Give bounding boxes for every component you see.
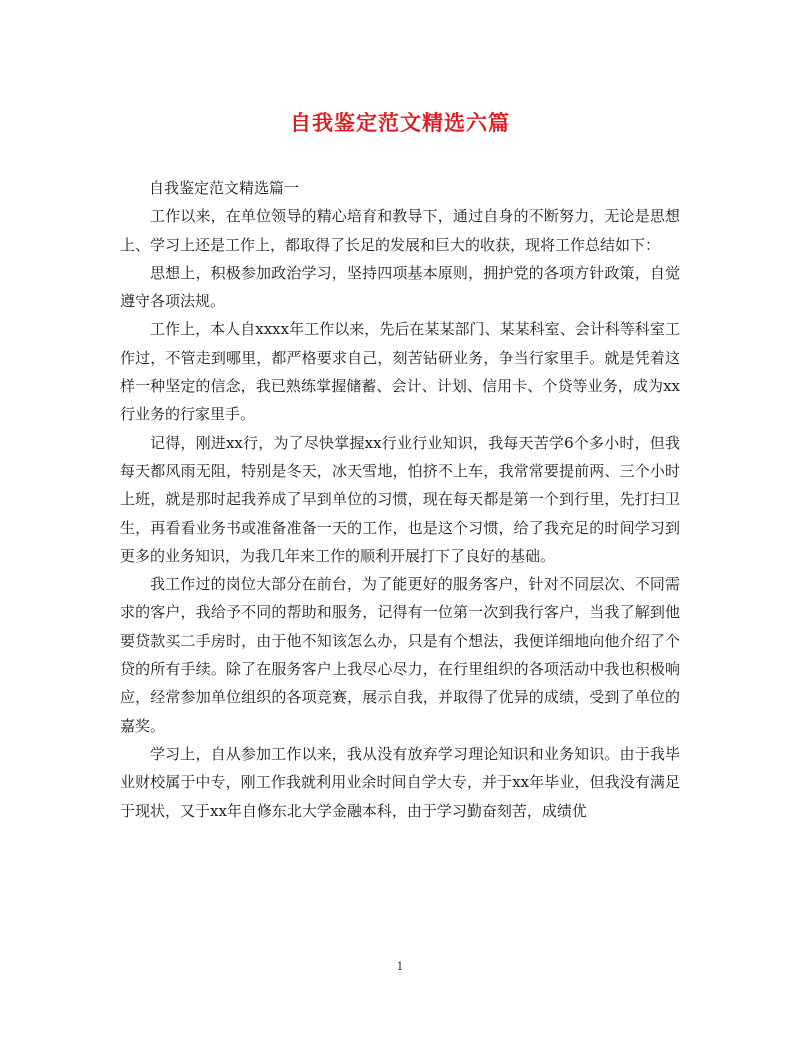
section-subtitle: 自我鉴定范文精选篇一 <box>149 179 300 197</box>
paragraph-study: 学习上，自从参加工作以来，我从没有放弃学习理论知识和业务知识。由于我毕业财校属于中专，刚工作我就利用业余时间自学大专，并于xx年毕业，但我没有满足于现状，又于xx年自修东北大学金融本科，由于学习勤奋刻苦，成绩优 <box>120 744 680 820</box>
paragraph-intro: 工作以来，在单位领导的精心培育和教导下，通过自身的不断努力，无论是思想上、学习上还是工作上，都取得了长足的发展和巨大的收获，现将工作总结如下： <box>120 207 680 254</box>
paragraph-thought: 思想上，积极参加政治学习，坚持四项基本原则，拥护党的各项方针政策，自觉遵守各项法规。 <box>120 263 680 311</box>
paragraph-memory: 记得，刚进xx行，为了尽快掌握xx行业行业知识，我每天苦学6个多小时，但我每天都风雨无阻，特别是冬天，冰天雪地，怕挤不上车，我常常要提前两、三个小时上班，就是那时起我养成了早到单位的习惯，现在每天都是第一个到行里，先打扫卫生，再看看业务书或准备准备一天的工作，也是这个习惯，给了我充足的时间学习到更多的业务知识，为我几年来工作的顺利开展打下了良好的基础。 <box>120 433 680 565</box>
paragraph-service: 我工作过的岗位大部分在前台，为了能更好的服务客户，针对不同层次、不同需求的客户，我给予不同的帮助和服务，记得有一位第一次到我行客户，当我了解到他要贷款买二手房时，由于他不知该怎么办，只是有个想法，我便详细地向他介绍了个贷的所有手续。除了在服务客户上我尽心尽力，在行里组织的各项活动中我也积极响应，经常参加单位组织的各项竞赛，展示自我，并取得了优异的成绩，受到了单位的嘉奖。 <box>120 575 680 735</box>
document-title: 自我鉴定范文精选六篇 <box>290 110 510 135</box>
document-body <box>120 174 680 825</box>
paragraph-work: 工作上，本人自xxxx年工作以来，先后在某某部门、某某科室、会计科等科室工作过，不管走到哪里，都严格要求自己，刻苦钻研业务，争当行家里手。就是凭着这样一种坚定的信念，我已熟练掌握储蓄、会计、计划、信用卡、个贷等业务，成为xx行业务的行家里手。 <box>120 320 680 424</box>
page-number: 1 <box>396 960 404 973</box>
